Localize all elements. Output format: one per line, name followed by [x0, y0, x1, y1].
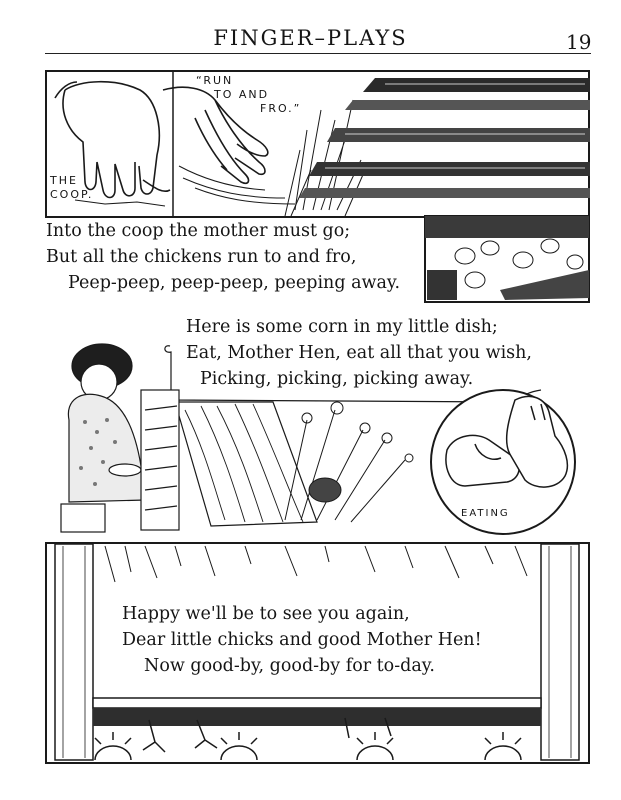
- coop-label: THE COOP.: [50, 174, 94, 201]
- verse-stanza-1: [46, 218, 400, 296]
- verse-line: Peep-peep, peep-peep, peeping away.: [68, 273, 401, 293]
- grass-fringe-icon: [105, 546, 527, 582]
- verse-line: Eat, Mother Hen, eat all that you wish,: [186, 343, 532, 363]
- eating-label: EATING: [461, 508, 510, 519]
- feeding-illustration-art: [45, 340, 590, 535]
- illustration-feeding: [45, 340, 590, 535]
- coop-slats-icon: [299, 78, 590, 198]
- girl-icon: [61, 344, 145, 532]
- verse-line: Now good-by, good-by for to-day.: [144, 656, 435, 676]
- run-to-and-fro-label: “RUN TO AND FRO.”: [196, 74, 302, 115]
- verse-line: Here is some corn in my little dish;: [186, 317, 498, 337]
- verse-stanza-3: [122, 601, 482, 679]
- coop-wood-grain-icon: [325, 84, 585, 168]
- coop-board-icon: [141, 390, 317, 530]
- verse-line: Into the coop the mother must go;: [46, 221, 351, 241]
- running-title: FINGER–PLAYS: [213, 26, 408, 50]
- verse-line: Happy we'll be to see you again,: [122, 604, 410, 624]
- grass-icon: [285, 100, 365, 216]
- verse-line: Dear little chicks and good Mother Hen!: [122, 630, 482, 650]
- verse-line: Picking, picking, picking away.: [200, 369, 474, 389]
- page-number: 19: [566, 30, 592, 54]
- header-rule: [45, 53, 591, 54]
- verse-line: But all the chickens run to and fro,: [46, 247, 357, 267]
